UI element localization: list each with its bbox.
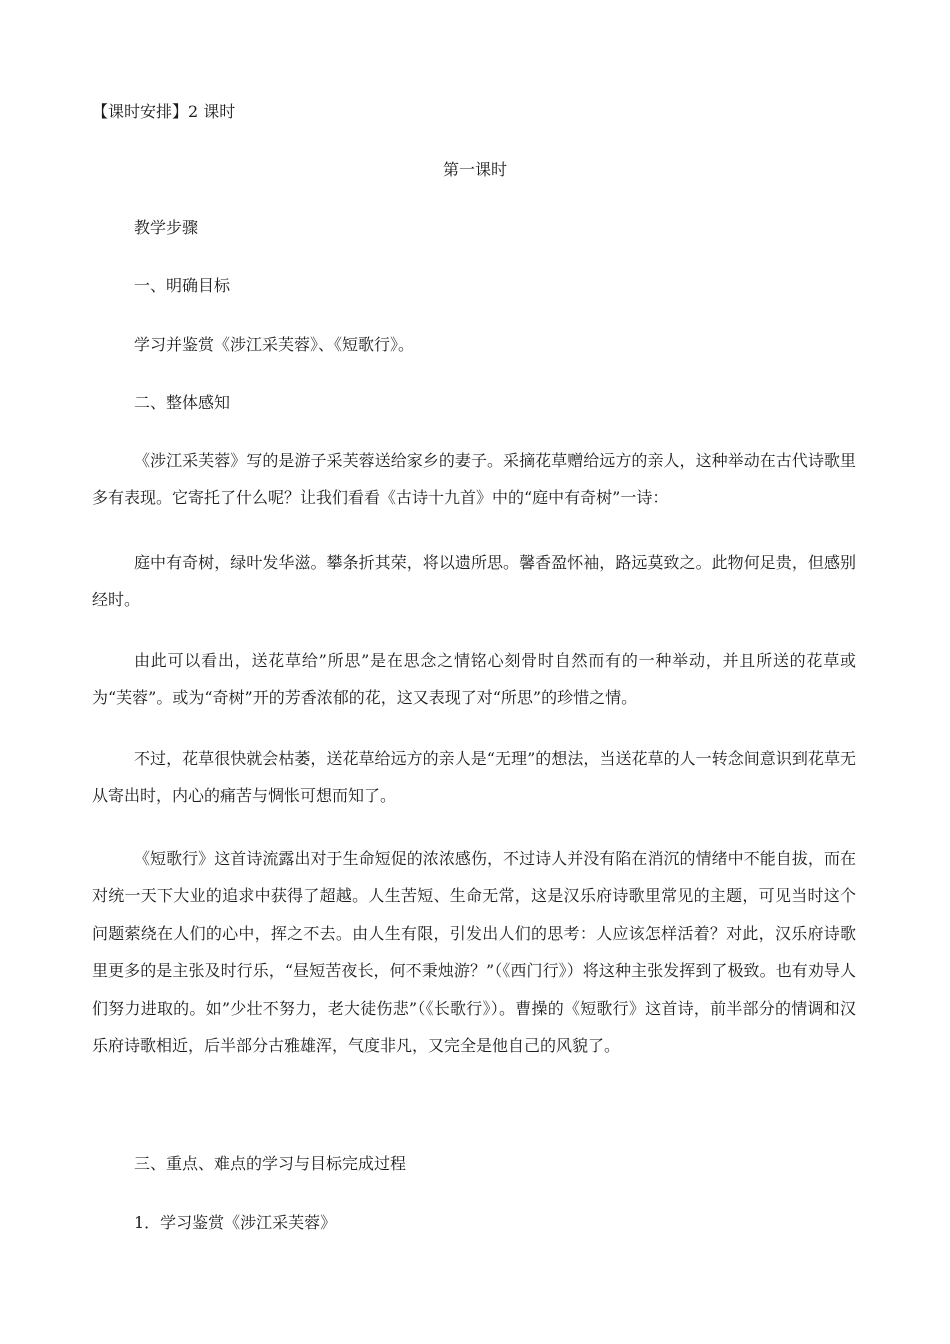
schedule-line: 【课时安排】2 课时 [92, 102, 236, 121]
paragraph-2-poem: 庭中有奇树，绿叶发华滋。攀条折其荣，将以遗所思。馨香盈怀袖，路远莫致之。此物何足贵，但感别经时。 [92, 553, 856, 609]
section1-text: 学习并鉴赏《涉江采芙蓉》、《短歌行》。 [134, 335, 415, 354]
section1-heading: 一、明确目标 [134, 276, 231, 295]
paragraph-3: 由此可以看出，送花草给”所思”是在思念之情铭心刻骨时自然而有的一种举动，并且所送的花草或为“芙蓉”。或为“奇树”开的芳香浓郁的花，这又表现了对“所思”的珍惜之情。 [92, 651, 856, 707]
section2-heading: 二、整体感知 [134, 393, 231, 412]
section3-heading: 三、重点、难点的学习与目标完成过程 [134, 1154, 407, 1173]
item-1: 1．学习鉴赏《涉江采芙蓉》 [134, 1213, 337, 1232]
lesson-title: 第一课时 [442, 160, 507, 179]
paragraph-1: 《涉江采芙蓉》写的是游子采芙蓉送给家乡的妻子。采摘花草赠给远方的亲人，这种举动在古代诗歌里多有表现。它寄托了什么呢？让我们看看《古诗十九首》中的“庭中有奇树”一诗： [92, 451, 856, 507]
paragraph-5: 《短歌行》这首诗流露出对于生命短促的浓浓感伤，不过诗人并没有陷在消沉的情绪中不能自拔，而在对统一天下大业的追求中获得了超越。人生苦短、生命无常，这是汉乐府诗歌里常见的主题，可见当时这个问题萦绕在人们的心中，挥之不去。由人生有限，引发出人们的思考：人应该怎样活着？对此，汉乐府诗歌里更多的是主张及时行乐，“昼短苦夜长，何不秉烛游？”（《西门行》）将这种主张发挥到了极致。也有劝导人们努力进取的。如”少壮不努力，老大徒伤悲”（《长歌行》）。曹操的《短歌行》这首诗，前半部分的情调和汉乐府诗歌相近，后半部分古雅雄浑，气度非凡，又完全是他自己的风貌了。 [92, 849, 856, 1056]
paragraph-4: 不过，花草很快就会枯萎，送花草给远方的亲人是“无理”的想法，当送花草的人一转念间意识到花草无从寄出时，内心的痛苦与惆怅可想而知了。 [92, 749, 856, 805]
steps-heading: 教学步骤 [134, 218, 199, 237]
